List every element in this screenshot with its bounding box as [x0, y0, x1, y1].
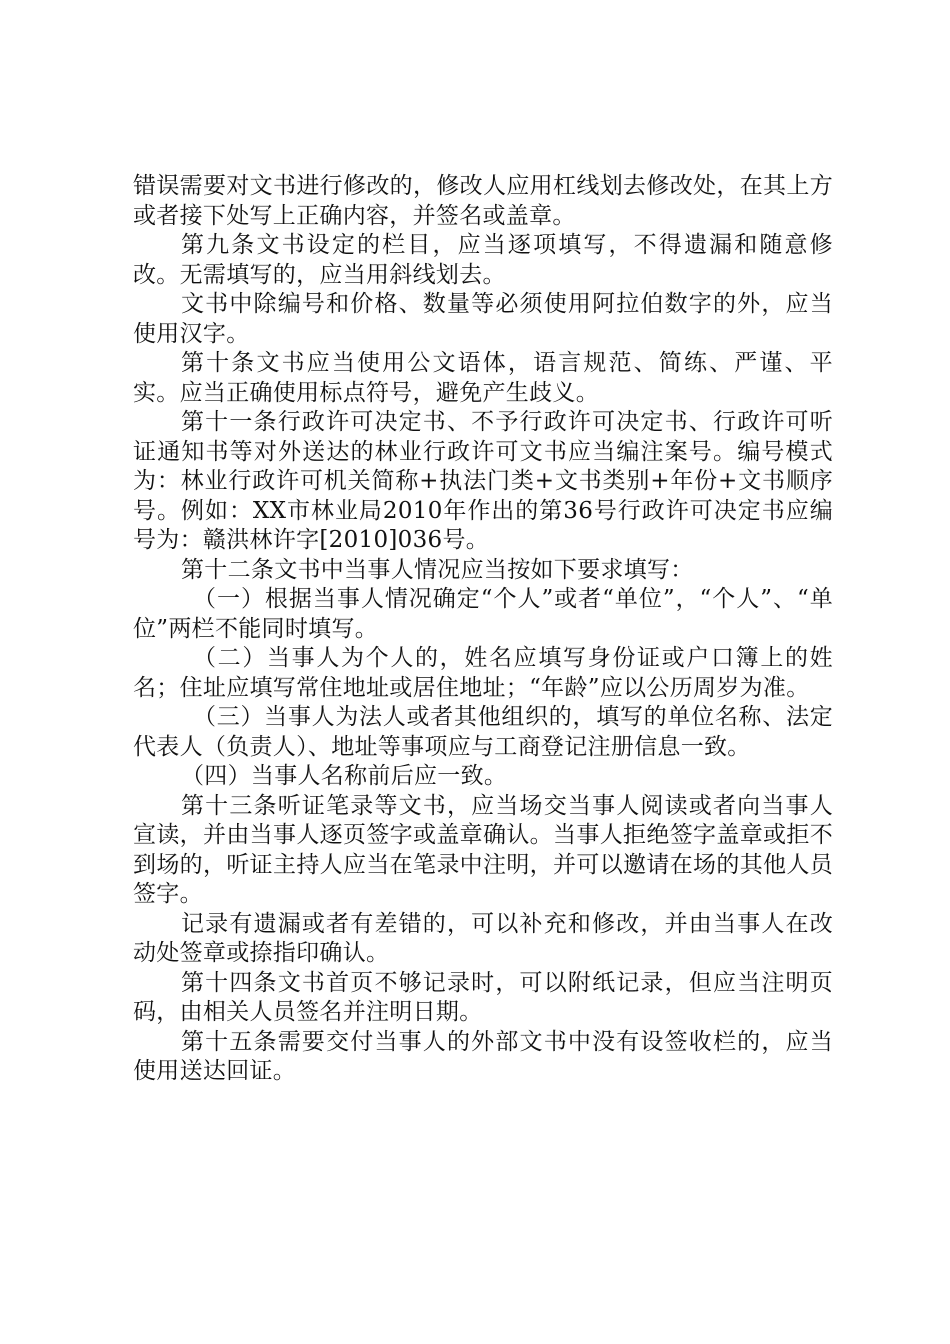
article-13-paragraph-2: 记录有遗漏或者有差错的，可以补充和修改，并由当事人在改动处签章或捺指印确认。 — [133, 910, 833, 966]
article-10: 第十条文书应当使用公文语体，语言规范、简练、严谨、平实。应当正确使用标点符号，避免产生歧义。 — [133, 350, 833, 406]
article-12-item-2: （二）当事人为个人的，姓名应填写身份证或户口簿上的姓名；住址应填写常住地址或居住地址；“年龄”应以公历周岁为准。 — [133, 645, 833, 701]
paragraph-continuation: 错误需要对文书进行修改的，修改人应用杠线划去修改处，在其上方或者接下处写上正确内容，并签名或盖章。 — [133, 173, 833, 229]
article-11: 第十一条行政许可决定书、不予行政许可决定书、行政许可听证通知书等对外送达的林业行政许可文书应当编注案号。编号模式为：林业行政许可机关简称+执法门类+文书类别+年份+文书顺序号。例如：XX市林业局2010年作出的第36号行政许可决定书应编号为：赣洪林许字[2010]036号。 — [133, 409, 833, 553]
article-9-paragraph-2: 文书中除编号和价格、数量等必须使用阿拉伯数字的外，应当使用汉字。 — [133, 291, 833, 347]
article-12-item-3: （三）当事人为法人或者其他组织的，填写的单位名称、法定代表人（负责人）、地址等事项应与工商登记注册信息一致。 — [133, 704, 833, 760]
article-12-item-4: （四）当事人名称前后应一致。 — [181, 763, 508, 789]
article-13: 第十三条听证笔录等文书，应当场交当事人阅读或者向当事人宣读，并由当事人逐页签字或盖章确认。当事人拒绝签字盖章或拒不到场的，听证主持人应当在笔录中注明，并可以邀请在场的其他人员签字。 — [133, 792, 833, 907]
article-12-item-1: （一）根据当事人情况确定“个人”或者“单位”，“个人”、“单位”两栏不能同时填写。 — [133, 586, 833, 642]
article-9: 第九条文书设定的栏目，应当逐项填写，不得遗漏和随意修改。无需填写的，应当用斜线划去。 — [133, 232, 833, 288]
document-body — [133, 172, 833, 1087]
article-14: 第十四条文书首页不够记录时，可以附纸记录，但应当注明页码，由相关人员签名并注明日期。 — [133, 969, 833, 1025]
article-12: 第十二条文书中当事人情况应当按如下要求填写： — [181, 556, 694, 583]
article-15: 第十五条需要交付当事人的外部文书中没有设签收栏的，应当使用送达回证。 — [133, 1028, 833, 1084]
